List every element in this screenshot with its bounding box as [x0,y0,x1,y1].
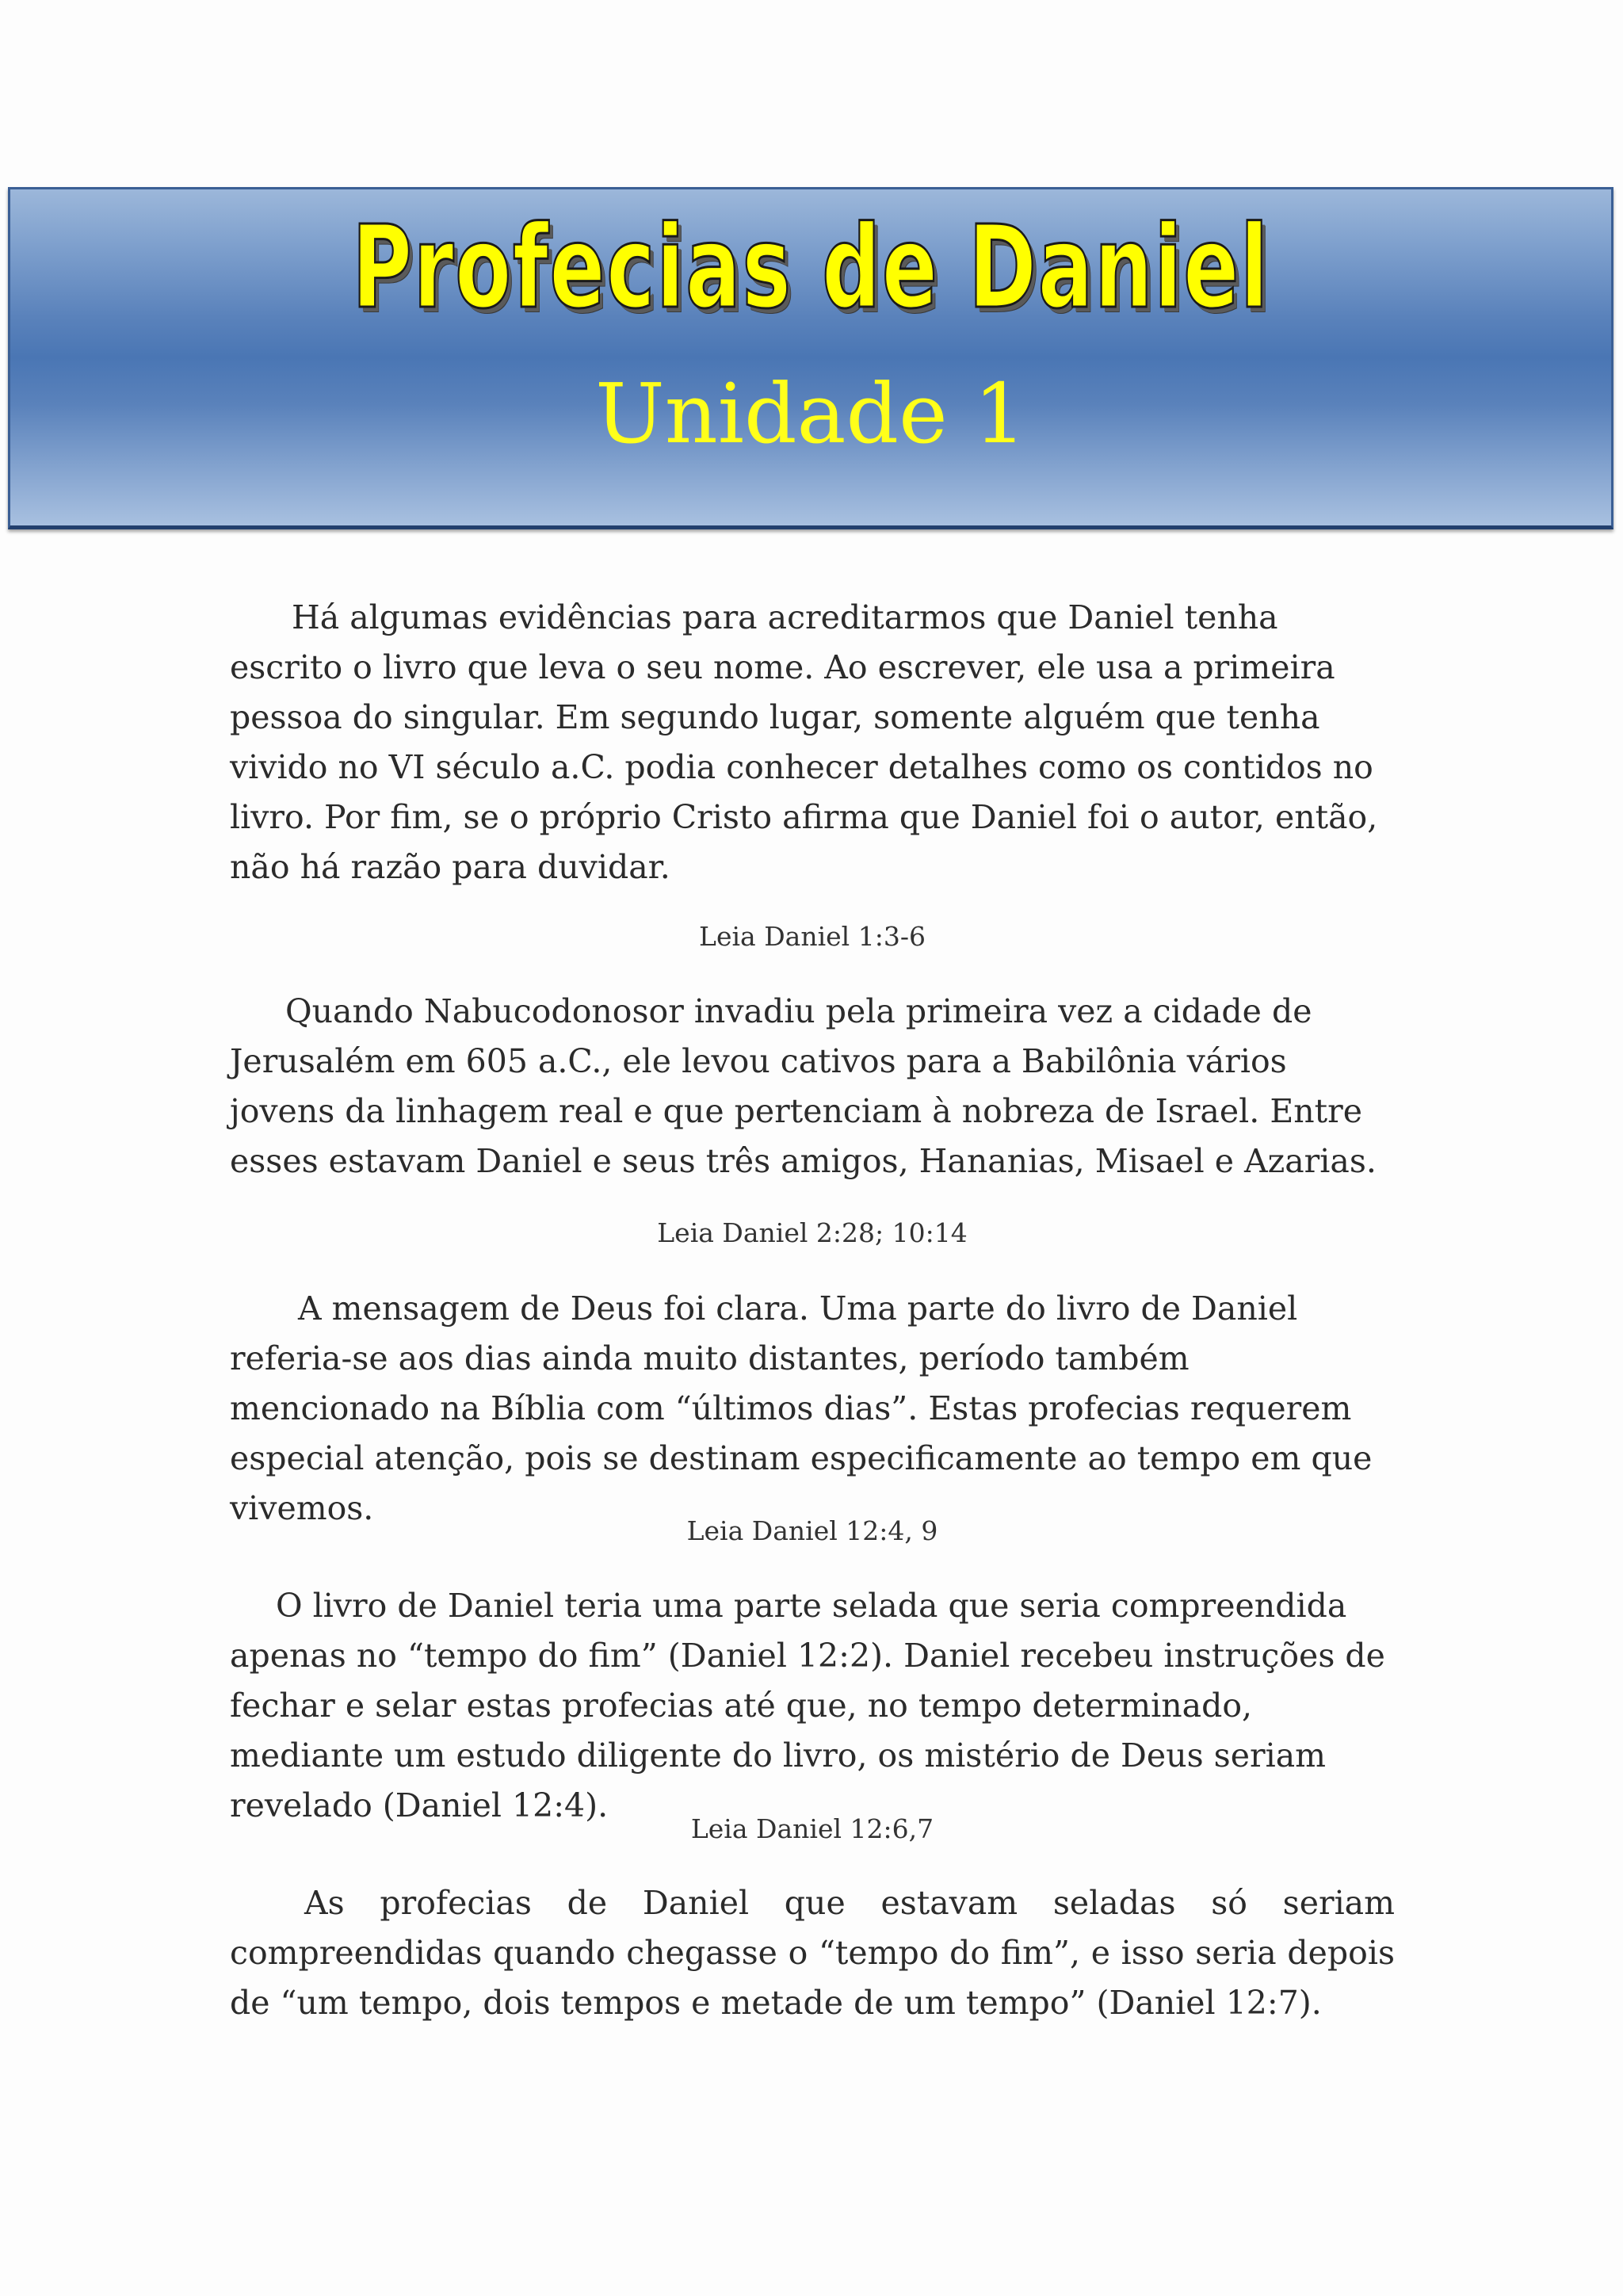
paragraph-1: Há algumas evidências para acreditarmos que Daniel tenha escrito o livro que leva o seu nome. Ao escrever, ele usa a primeira pessoa do singular. Em segundo lugar, somente alguém que tenha vivido no VI século a.C. podia conhecer detalhes como os contidos no livro. Por fim, se o próprio Cristo afirma que Daniel foi o autor, então, não há razão para duvidar. [230,598,1378,886]
reference-2: Leia Daniel 2:28; 10:14 [657,1217,968,1248]
reference-1: Leia Daniel 1:3-6 [699,921,926,952]
title-banner [8,187,1613,529]
paragraph-5: As profecias de Daniel que estavam seladas só seriam compreendidas quando chegasse o “tempo do fim”, e isso seria depois de “um tempo, dois tempos e metade de um tempo” (Daniel 12:7). [230,1884,1395,2022]
document-subtitle: Unidade 1 [595,365,1026,462]
paragraph-4: O livro de Daniel teria uma parte selada que seria compreendida apenas no “tempo do fim” (Daniel 12:2). Daniel recebeu instruções de fechar e selar estas profecias até que, no tempo determinado, mediante um estudo diligente do livro, os mistério de Deus seriam revelado (Daniel 12:4). [230,1587,1385,1824]
paragraph-2: Quando Nabucodonosor invadiu pela primeira vez a cidade de Jerusalém em 605 a.C., ele levou cativos para a Babilônia vários jovens da linhagem real e que pertenciam à nobreza de Israel. Entre esses estavam Daniel e seus três amigos, Hananias, Misael e Azarias. [230,992,1377,1180]
document-title: Profecias de Daniel [352,201,1270,334]
reference-3: Leia Daniel 12:4, 9 [686,1515,938,1546]
reference-4: Leia Daniel 12:6,7 [690,1813,934,1844]
paragraph-3: A mensagem de Deus foi clara. Uma parte do livro de Daniel referia-se aos dias ainda muito distantes, período também mencionado na Bíblia com “últimos dias”. Estas profecias requerem especial atenção, pois se destinam especificamente ao tempo em que vivemos. [230,1289,1373,1527]
